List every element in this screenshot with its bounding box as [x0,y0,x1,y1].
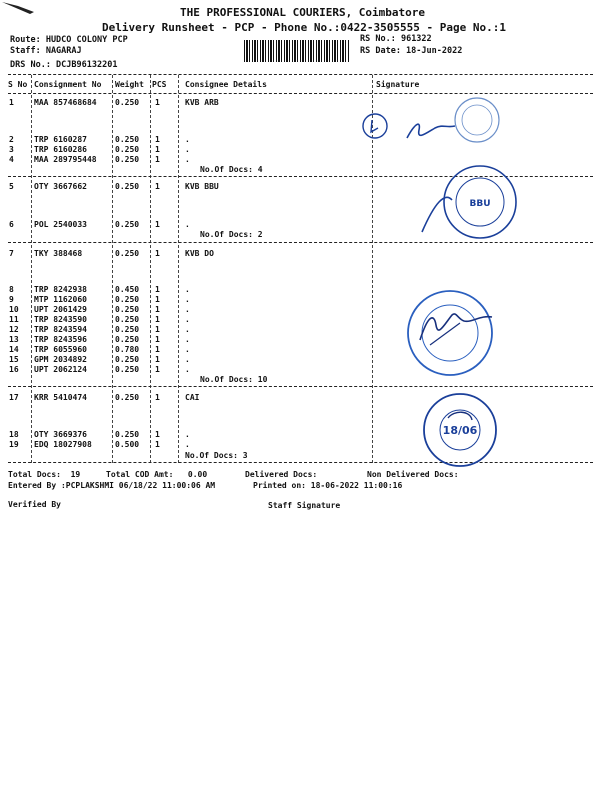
row-sno: 9 [9,295,14,304]
row-pcs: 1 [155,365,160,374]
row-consignee: . [185,220,190,229]
staff-signature: Staff Signature [268,501,341,510]
row-weight: 0.250 [115,182,140,191]
group-doc-count: No.Of Docs: 10 [200,375,268,384]
row-consignee: . [185,430,190,439]
row-consignee: KVB BBU [185,182,219,191]
rs-date: RS Date: 18-Jun-2022 [360,46,463,56]
staff-label: Staff: NAGARAJ [10,46,82,56]
row-sno: 7 [9,249,14,258]
row-pcs: 1 [155,220,160,229]
row-weight: 0.250 [115,295,140,304]
stamp-date: 18/06 [442,424,478,437]
row-weight: 0.780 [115,345,140,354]
row-pcs: 1 [155,440,160,449]
row-pcs: 1 [155,335,160,344]
row-weight: 0.250 [115,315,140,324]
row-pcs: 1 [155,315,160,324]
drs-number: DRS No.: DCJB96132201 [10,60,118,70]
row-sno: 16 [9,365,19,374]
row-consignment: OTY 3667662 [34,182,87,191]
row-consignment: TRP 6160287 [34,135,87,144]
col-weight: Weight [115,80,144,89]
row-sno: 3 [9,145,14,154]
row-pcs: 1 [155,285,160,294]
row-consignment: UPT 2062124 [34,365,87,374]
row-weight: 0.250 [115,145,140,154]
row-consignment: TRP 8243590 [34,315,87,324]
col-separator [178,75,179,463]
rs-number: RS No.: 961322 [360,34,432,44]
row-consignment: TRP 6055960 [34,345,87,354]
delivered-docs: Delivered Docs: [245,470,318,479]
total-cod: Total COD Amt: 0.00 [106,470,208,479]
group-doc-count: No.Of Docs: 4 [200,165,263,174]
row-pcs: 1 [155,325,160,334]
group-doc-count: No.Of Docs: 2 [200,230,263,239]
row-pcs: 1 [155,295,160,304]
row-sno: 18 [9,430,19,439]
col-consignment: Consignment No [34,80,102,89]
row-weight: 0.250 [115,220,140,229]
row-consignment: POL 2540033 [34,220,87,229]
row-weight: 0.250 [115,325,140,334]
row-pcs: 1 [155,393,160,402]
row-sno: 4 [9,155,14,164]
row-sno: 17 [9,393,19,402]
row-consignee: . [185,440,190,449]
row-sno: 13 [9,335,19,344]
row-sno: 6 [9,220,14,229]
row-weight: 0.250 [115,135,140,144]
row-consignee: KVB DO [185,249,214,258]
row-weight: 0.500 [115,440,140,449]
row-consignee: . [185,345,190,354]
row-consignment: MAA 857468684 [34,98,97,107]
bank-stamp [355,98,505,168]
entered-by: Entered By :PCPLAKSHMI 06/18/22 11:00:06 AM [8,481,216,490]
row-consignee: . [185,305,190,314]
divider [8,93,593,94]
runsheet-title: Delivery Runsheet - PCP - Phone No.:0422-3505555 - Page No.:1 [102,21,506,34]
row-pcs: 1 [155,249,160,258]
row-consignee: . [185,365,190,374]
non-delivered-docs: Non Delivered Docs: [367,470,459,479]
row-weight: 0.250 [115,249,140,258]
row-consignment: TRP 8243596 [34,335,87,344]
group-divider [8,242,593,243]
row-consignment: MTP 1162060 [34,295,87,304]
bank-stamp [420,162,530,242]
row-consignee: . [185,315,190,324]
group-divider [8,386,593,387]
col-separator [112,75,113,463]
row-consignment: TRP 8242938 [34,285,87,294]
bank-stamp [400,285,500,380]
row-weight: 0.250 [115,155,140,164]
row-weight: 0.250 [115,393,140,402]
row-weight: 0.250 [115,365,140,374]
row-weight: 0.250 [115,430,140,439]
verified-by: Verified By [8,500,61,509]
row-sno: 12 [9,325,19,334]
row-sno: 5 [9,182,14,191]
row-pcs: 1 [155,135,160,144]
row-pcs: 1 [155,155,160,164]
row-weight: 0.250 [115,305,140,314]
row-consignee: . [185,335,190,344]
row-consignment: TRP 6160286 [34,145,87,154]
company-stamp [410,390,510,470]
col-consignee: Consignee Details [185,80,267,89]
row-consignee: CAI [185,393,200,402]
row-sno: 10 [9,305,19,314]
row-pcs: 1 [155,305,160,314]
row-weight: 0.250 [115,98,140,107]
company-title: THE PROFESSIONAL COURIERS, Coimbatore [180,6,426,19]
row-consignment: OTY 3669376 [34,430,87,439]
divider [8,74,593,75]
row-consignment: KRR 5410474 [34,393,87,402]
route-label: Route: HUDCO COLONY PCP [10,35,128,45]
row-consignee: . [185,325,190,334]
row-sno: 11 [9,315,19,324]
row-weight: 0.250 [115,355,140,364]
row-pcs: 1 [155,182,160,191]
row-sno: 15 [9,355,19,364]
scan-mark [0,0,40,20]
row-sno: 14 [9,345,19,354]
row-consignee: . [185,145,190,154]
row-pcs: 1 [155,355,160,364]
row-sno: 19 [9,440,19,449]
row-consignee: . [185,295,190,304]
printed-on: Printed on: 18-06-2022 11:00:16 [253,481,403,490]
row-consignee: . [185,135,190,144]
row-consignment: GPM 2034892 [34,355,87,364]
row-consignment: EDQ 18027908 [34,440,92,449]
row-consignee: KVB ARB [185,98,219,107]
row-consignee: . [185,155,190,164]
row-sno: 1 [9,98,14,107]
svg-text:BBU: BBU [469,199,491,209]
row-consignee: . [185,355,190,364]
row-weight: 0.450 [115,285,140,294]
row-consignment: UPT 2061429 [34,305,87,314]
row-consignment: MAA 289795448 [34,155,97,164]
row-consignee: . [185,285,190,294]
col-signature: Signature [376,80,420,89]
group-doc-count: No.Of Docs: 3 [185,451,248,460]
row-pcs: 1 [155,98,160,107]
row-pcs: 1 [155,345,160,354]
col-pcs: PCS [152,80,167,89]
row-sno: 8 [9,285,14,294]
col-separator [150,75,151,463]
row-weight: 0.250 [115,335,140,344]
col-sno: S No [8,80,28,89]
row-consignment: TRP 8243594 [34,325,87,334]
barcode [244,40,350,62]
row-consignment: TKY 388468 [34,249,83,258]
row-sno: 2 [9,135,14,144]
total-docs: Total Docs: 19 [8,470,81,479]
col-separator [31,75,32,463]
row-pcs: 1 [155,430,160,439]
row-pcs: 1 [155,145,160,154]
